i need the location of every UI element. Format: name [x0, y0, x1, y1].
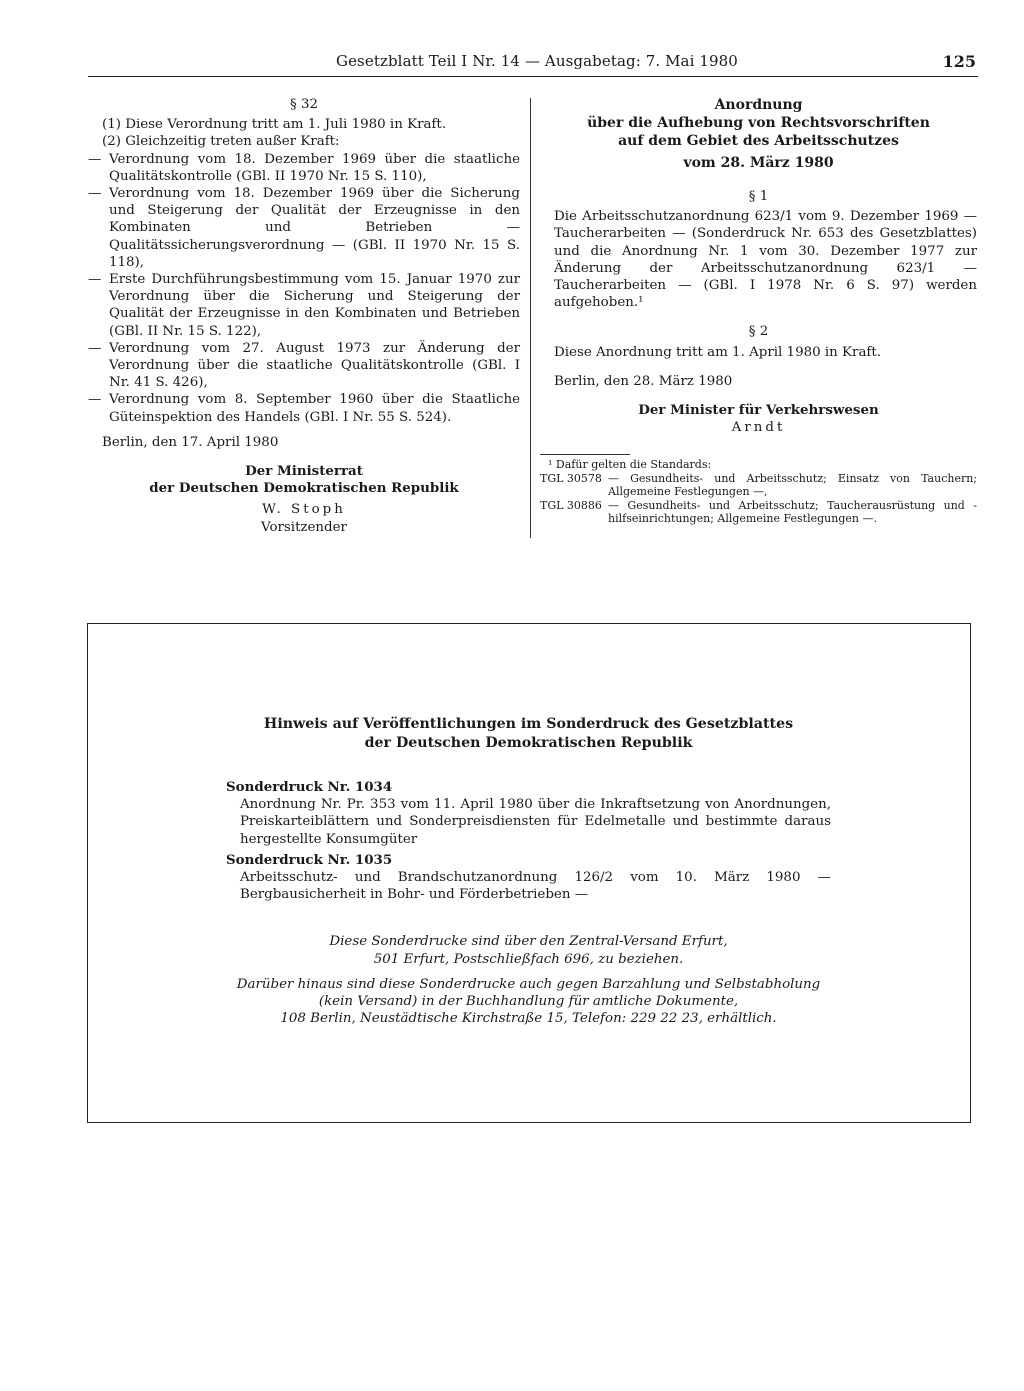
section-2-heading: § 2 [748, 324, 769, 340]
authority-line-2: der Deutschen Demokratischen Republik [149, 480, 459, 497]
section-2-text: Diese Anordnung tritt am 1. April 1980 in Kraft. [554, 344, 882, 360]
list-item [88, 185, 520, 271]
authority: Der Minister für Verkehrswesen [638, 402, 879, 419]
notice-title-2: der Deutschen Demokratischen Republik [364, 734, 693, 751]
authority-line-1: Der Ministerrat [245, 463, 363, 480]
dash-marker: — [88, 392, 102, 408]
purchase-line-2: (kein Versand) in der Buchhandlung für amtliche Dokumente, [318, 994, 739, 1010]
signatory-title: Vorsitzender [261, 519, 347, 535]
ordinance-title-1: Anordnung [714, 97, 803, 113]
list-item [88, 271, 520, 340]
list-item-text: Erste Durchführungsbestimmung vom 15. Januar 1970 zur Verordnung über die Sicherung und Steigerung der Qualität der Erzeugnisse in den Kombinaten und Betrieben (GBl. II Nr. 15 S. 122), [109, 272, 520, 339]
footnote-item [540, 499, 977, 526]
paragraph-1: (1) Diese Verordnung tritt am 1. Juli 1980 in Kraft. [102, 117, 447, 133]
footnote-item [540, 472, 977, 499]
place-date: Berlin, den 28. März 1980 [554, 373, 733, 389]
notice-box [87, 623, 971, 1123]
list-item [88, 151, 520, 185]
repealed-list [88, 151, 520, 426]
page-header [88, 50, 978, 77]
purchase-line-3: 108 Berlin, Neustädtische Kirchstraße 15, Telefon: 229 22 23, erhältlich. [280, 1011, 777, 1027]
paragraph-2: (2) Gleichzeitig treten außer Kraft: [102, 134, 340, 150]
list-item-text: Verordnung vom 18. Dezember 1969 über die Sicherung und Steigerung der Qualität der Erzeugnisse in den Kombinaten und Betrieben — Qualitätssicherungsverordnung — (GBl. II 1970 Nr. 15 S. 118), [109, 186, 520, 270]
standard-code: TGL 30886 [540, 498, 602, 512]
ordinance-title-2: über die Aufhebung von Rechtsvorschriften [587, 115, 930, 131]
right-column [540, 96, 977, 525]
dash-marker: — [88, 186, 102, 202]
list-item [88, 340, 520, 392]
signatory-name: Arndt [731, 420, 786, 436]
footnote-rule [540, 454, 630, 455]
page-number: 125 [942, 52, 976, 71]
place-date: Berlin, den 17. April 1980 [102, 434, 279, 450]
distribution-line-2: 501 Erfurt, Postschließfach 696, zu beziehen. [373, 951, 684, 967]
list-item-text: Verordnung vom 18. Dezember 1969 über die staatliche Qualitätskontrolle (GBl. II 1970 Nr. 15 S. 110), [109, 151, 520, 184]
section-1-heading: § 1 [748, 189, 769, 204]
distribution-line-1: Diese Sonderdrucke sind über den Zentral-Versand Erfurt, [329, 934, 728, 950]
notice-title-1: Hinweis auf Veröffentlichungen im Sonderdruck des Gesetzblattes [263, 716, 794, 732]
standard-code: TGL 30578 [540, 471, 602, 485]
ordinance-title-3: auf dem Gebiet des Arbeitsschutzes [618, 133, 899, 149]
dash-marker: — [88, 340, 102, 356]
notice-content [226, 715, 831, 1027]
list-item-text: Verordnung vom 8. September 1960 über die Staatliche Güteinspektion des Handels (GBl. I Nr. 55 S. 524). [109, 392, 520, 425]
ordinance-date: vom 28. März 1980 [683, 155, 834, 171]
entry-text: Arbeitsschutz- und Brandschutzanordnung 126/2 vom 10. März 1980 — Bergbausicherheit in Bohr- und Förderbetrieben — [240, 870, 831, 903]
standard-text: — Gesundheits- und Arbeitsschutz; Taucherausrüstung und -hilfseinrichtungen; Allgemeine Festlegungen —. [608, 498, 977, 526]
footnote-intro: ¹ Dafür gelten die Standards: [548, 458, 712, 472]
purchase-line-1: Darüber hinaus sind diese Sonderdrucke auch gegen Barzahlung und Selbstabholung [236, 976, 821, 992]
dash-marker: — [88, 151, 102, 167]
section-1-text: Die Arbeitsschutzanordnung 623/1 vom 9. Dezember 1969 — Taucherarbeiten — (Sonderdruck Nr. 653 des Gesetzblattes) und die Anordnung Nr. 1 vom 30. Dezember 1977 zur Änderung der Arbeitsschutzanordnung 623/1 — Taucherarbeiten — (GBl. I 1978 Nr. 6 S. 97) werden aufgehoben.¹ [554, 209, 977, 311]
list-item [88, 391, 520, 425]
entry-label: Sonderdruck Nr. 1034 [226, 779, 393, 795]
header-title: Gesetzblatt Teil I Nr. 14 — Ausgabetag: 7. Mai 1980 [336, 52, 738, 70]
signatory-name: W. Stoph [262, 502, 346, 518]
list-item-text: Verordnung vom 27. August 1973 zur Änderung der Verordnung über die staatliche Qualitätskontrolle (GBl. I Nr. 41 S. 426), [109, 340, 520, 391]
left-column [88, 96, 520, 536]
standard-text: — Gesundheits- und Arbeitsschutz; Einsatz von Tauchern; Allgemeine Festlegungen —, [608, 471, 977, 499]
entry-label: Sonderdruck Nr. 1035 [226, 851, 393, 868]
dash-marker: — [88, 272, 102, 288]
section-32-heading: § 32 [290, 97, 318, 112]
footnotes [540, 458, 977, 525]
column-divider [530, 98, 531, 538]
entry-text: Anordnung Nr. Pr. 353 vom 11. April 1980 über die Inkraftsetzung von Anordnungen, Preiskarteiblättern und Sonderpreisdiensten für Edelmetalle und bestimmte daraus hergestellte Konsumgüter [240, 797, 831, 847]
